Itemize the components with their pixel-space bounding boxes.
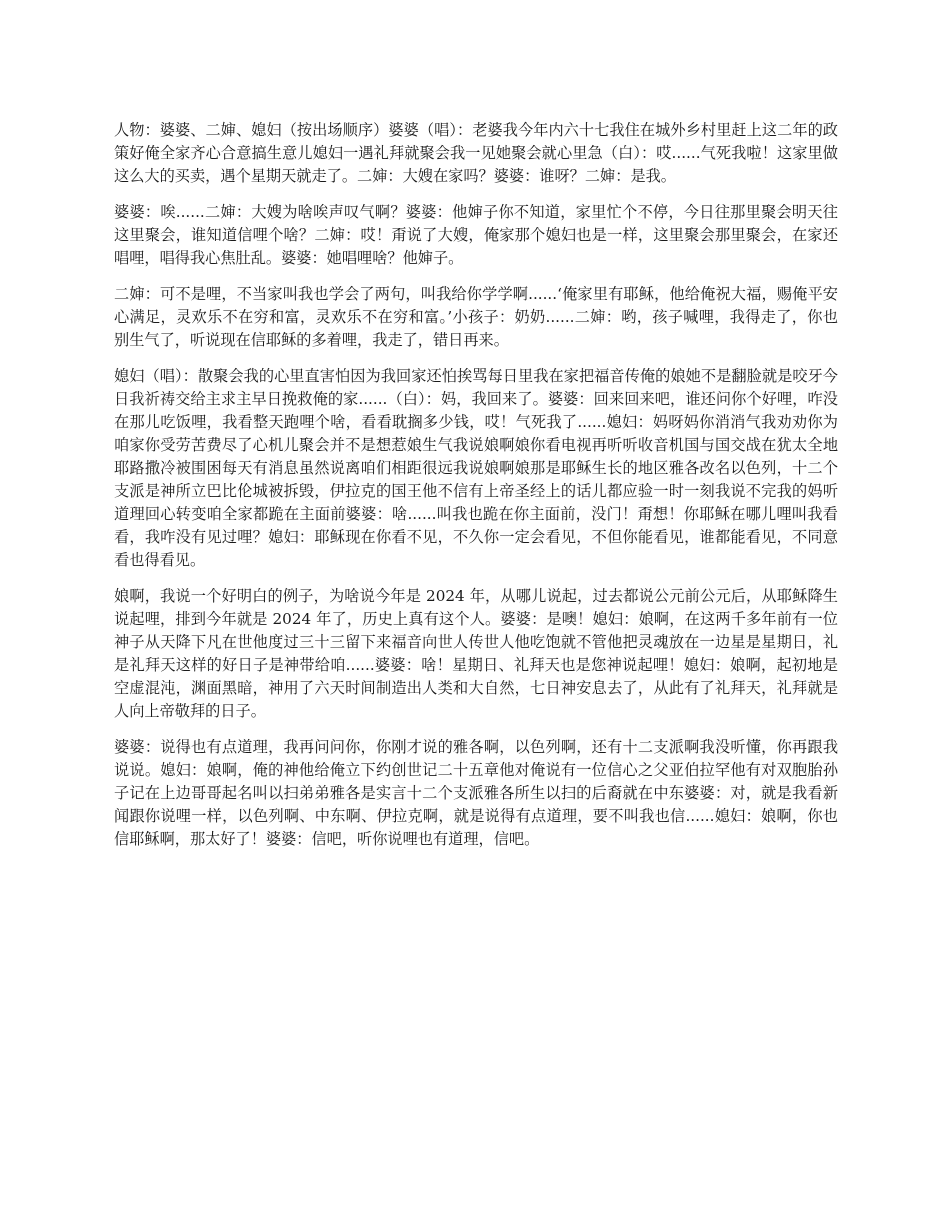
paragraph-2: 婆婆：唉......二婶：大嫂为啥唉声叹气啊？婆婆：他婶子你不知道，家里忙个不停，今日往那里聚会明天往这里聚会，谁知道信哩个啥？二婶：哎！甭说了大嫂，俺家那个媳妇也是一样，这里聚会那里聚会，在家还唱哩，唱得我心焦肚乱。婆婆：她唱哩啥？他婶子。	[114, 203, 838, 267]
paragraph-6: 婆婆：说得也有点道理，我再问问你，你刚才说的雅各啊，以色列啊，还有十二支派啊我没听懂，你再跟我说说。媳妇：娘啊，俺的神他给俺立下约创世记二十五章他对俺说有一位信心之父亚伯拉罕他有对双胞胎孙子记在上边哥哥起名叫以扫弟弟雅各是实言十二个支派雅各所生以扫的后裔就在中东婆婆：对，就是我看新闻跟你说哩一样，以色列啊、中东啊、伊拉克啊，就是说得有点道理，要不叫我也信......媳妇：娘啊，你也信耶稣啊，那太好了！婆婆：信吧，听你说哩也有道理，信吧。	[114, 738, 838, 848]
paragraph-3: 二婶：可不是哩，不当家叫我也学会了两句，叫我给你学学啊......‘俺家里有耶稣，他给俺祝大福，赐俺平安心满足，灵欢乐不在穷和富，灵欢乐不在穷和富。’小孩子：奶奶......二婶：哟，孩子喊哩，我得走了，你也别生气了，听说现在信耶稣的多着哩，我走了，错日再来。	[114, 285, 838, 349]
paragraph-5: 娘啊，我说一个好明白的例子，为啥说今年是 2024 年，从哪儿说起，过去都说公元前公元后，从耶稣降生说起哩，排到今年就是 2024 年了，历史上真有这个人。婆婆：是噢！媳妇：娘啊，在这两千多年前有一位神子从天降下凡在世他度过三十三留下来福音向世人传世人他吃饱就不管他把灵魂放在一边星是星期日，礼是礼拜天这样的好日子是神带给咱......婆婆：啥！星期日、礼拜天也是您神说起哩！媳妇：娘啊，起初地是空虚混沌，渊面黑暗，神用了六天时间制造出人类和大自然，七日神安息去了，从此有了礼拜天，礼拜就是人向上帝敬拜的日子。	[114, 587, 838, 720]
paragraph-1: 人物：婆婆、二婶、媳妇（按出场顺序）婆婆（唱）：老婆我今年内六十七我住在城外乡村里赶上这二年的政策好俺全家齐心合意搞生意儿媳妇一遇礼拜就聚会我一见她聚会就心里急（白）：哎......气死我啦！这家里做这么大的买卖，遇个星期天就走了。二婶：大嫂在家吗？婆婆：谁呀？二婶：是我。	[114, 121, 838, 185]
paragraph-4: 媳妇（唱）：散聚会我的心里直害怕因为我回家还怕挨骂每日里我在家把福音传俺的娘她不是翻脸就是咬牙今日我祈祷交给主求主早日挽救俺的家......（白）：妈，我回来了。婆婆：回来回来吧，谁还问你个好哩，咋没在那儿吃饭哩，我看整天跑哩个啥，看看耽搁多少钱，哎！气死我了......媳妇：妈呀妈你消消气我劝劝你为咱家你受劳苦费尽了心机儿聚会并不是想惹娘生气我说娘啊娘你看电视再听听收音机国与国交战在犹太全地耶路撒冷被围困每天有消息虽然说离咱们相距很远我说娘啊娘那是耶稣生长的地区雅各改名以色列，十二个支派是神所立巴比伦城被拆毁，伊拉克的国王他不信有上帝圣经上的话儿都应验一时一刻我说不完我的妈听道理回心转变咱全家都跪在主面前婆婆：啥......叫我也跪在你主面前，没门！甭想！你耶稣在哪儿哩叫我看看，我咋没有见过哩？媳妇：耶稣现在你看不见，不久你一定会看见，不但你能看见，谁都能看见，不同意看也得看见。	[114, 367, 838, 569]
document-page	[114, 119, 838, 864]
